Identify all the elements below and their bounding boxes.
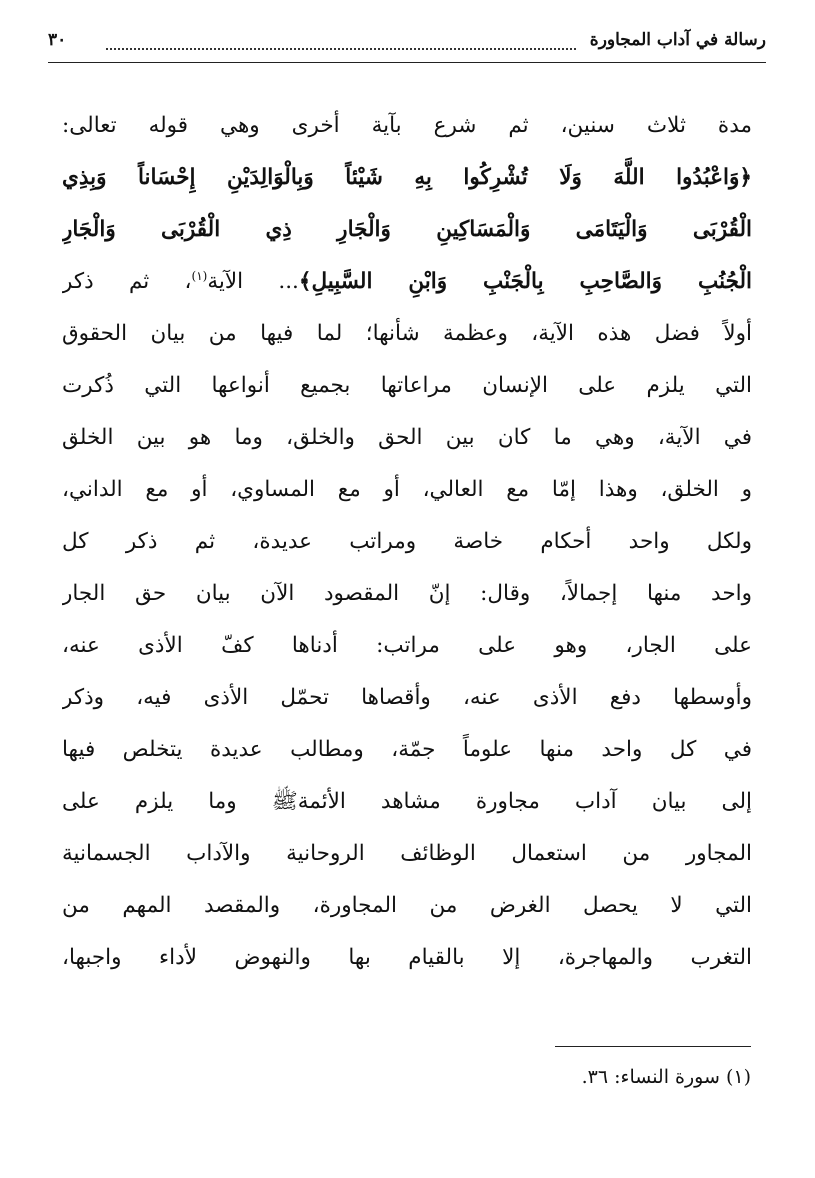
verse-label: ... الآية bbox=[207, 269, 299, 294]
text-line: على الجار، وهو على مراتب: أدناها كفّ الأذى عنه، bbox=[62, 633, 752, 658]
text-line-with-footnote bbox=[62, 256, 752, 308]
page-header bbox=[48, 30, 766, 63]
text-line: في كل واحد منها علوماً جمّة، ومطالب عديدة يتخلص فيها bbox=[62, 737, 752, 762]
text-line: أولاً فضل هذه الآية، وعظمة شأنها؛ لما فيها من بيان الحقوق bbox=[62, 321, 752, 346]
line-tail: ، ثم ذكر bbox=[62, 269, 192, 294]
text-line: التغرب والمهاجرة، إلا بالقيام بها والنهوض لأداء واجبها، bbox=[62, 945, 752, 970]
text-line: و الخلق، وهذا إمّا مع العالي، أو مع المساوي، أو مع الداني، bbox=[62, 477, 752, 502]
text-line: في الآية، وهي ما كان بين الحق والخلق، وما هو بين الخلق bbox=[62, 425, 752, 450]
text-line: إلى بيان آداب مجاورة مشاهد الأئمةﷺ وما يلزم على bbox=[62, 789, 752, 814]
quran-line: الْقُرْبَى وَالْيَتَامَى وَالْمَسَاكِينِ وَالْجَارِ ذِي الْقُرْبَى وَالْجَارِ bbox=[62, 217, 752, 242]
footnote-reference: (١) bbox=[191, 268, 208, 283]
text-line: مدة ثلاث سنين، ثم شرع بآية أخرى وهي قوله تعالى: bbox=[62, 113, 752, 138]
quran-line: ﴿وَاعْبُدُوا اللَّهَ وَلَا تُشْرِكُوا بِهِ شَيْئاً وَبِالْوَالِدَيْنِ إِحْسَاناً وَبِذِي bbox=[62, 165, 752, 190]
footnote: (١) سورة النساء: ٣٦. bbox=[581, 1066, 751, 1088]
body-text bbox=[62, 100, 752, 984]
text-line: التي لا يحصل الغرض من المجاورة، والمقصد المهم من bbox=[62, 893, 752, 918]
text-line: ولكل واحد أحكام خاصة ومراتب عديدة، ثم ذكر كل bbox=[62, 529, 752, 554]
running-title: رسالة في آداب المجاورة bbox=[589, 30, 766, 50]
text-line: واحد منها إجمالاً، وقال: إنّ المقصود الآن بيان حق الجار bbox=[62, 581, 752, 606]
page-number: ٣٠ bbox=[48, 30, 67, 50]
quran-segment: الْجُنُبِ وَالصَّاحِبِ بِالْجَنْبِ وَابْنِ السَّبِيلِ﴾ bbox=[298, 269, 752, 294]
dotted-leader bbox=[106, 48, 576, 50]
text-line: المجاور من استعمال الوظائف الروحانية والآداب الجسمانية bbox=[62, 841, 752, 866]
footnote-separator bbox=[555, 1046, 751, 1047]
text-line: التي يلزم على الإنسان مراعاتها بجميع أنواعها التي ذُكرت bbox=[62, 373, 752, 398]
text-line: وأوسطها دفع الأذى عنه، وأقصاها تحمّل الأذى فيه، وذكر bbox=[62, 685, 752, 710]
